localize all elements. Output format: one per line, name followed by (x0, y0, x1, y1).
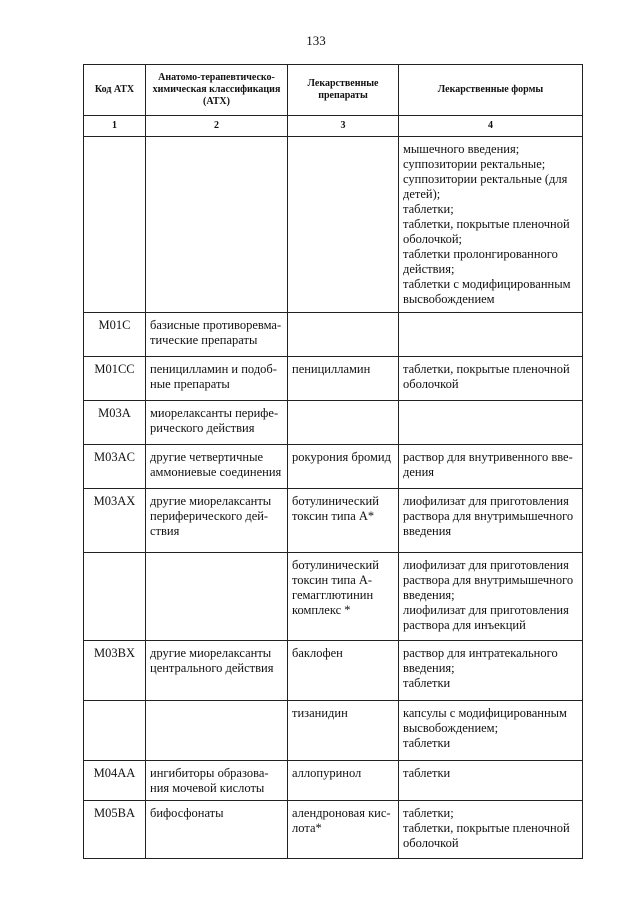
column-number: 3 (288, 116, 399, 137)
classification-cell (146, 553, 288, 641)
table-row (84, 701, 583, 761)
column-number: 4 (399, 116, 583, 137)
atx-code-cell: M03BX (84, 641, 146, 701)
drug-cell: ботулинический токсин типа А-гемагглютинин комплекс * (288, 553, 399, 641)
column-number-row (84, 116, 583, 137)
classification-cell: бифосфонаты (146, 801, 288, 859)
table-row (84, 489, 583, 553)
atx-table (83, 64, 583, 859)
header-code: Код АТХ (84, 65, 146, 116)
dosage-forms-cell: раствор для интратекального введения; таблетки (399, 641, 583, 701)
dosage-forms-cell: раствор для внутривенного вве- дения (399, 445, 583, 489)
atx-code-cell: M01C (84, 313, 146, 357)
table-row (84, 357, 583, 401)
dosage-forms-cell: таблетки; таблетки, покрытые пленочной оболочкой (399, 801, 583, 859)
drug-cell: алендроновая кис- лота* (288, 801, 399, 859)
header-drugs: Лекарственные препараты (288, 65, 399, 116)
page-number: 133 (306, 33, 326, 48)
table-row (84, 801, 583, 859)
atx-code-cell: M01CC (84, 357, 146, 401)
drug-cell (288, 401, 399, 445)
classification-cell: другие миорелаксанты центрального действия (146, 641, 288, 701)
dosage-forms-cell (399, 313, 583, 357)
drug-cell (288, 137, 399, 313)
dosage-forms-cell: таблетки, покрытые пленочной оболочкой (399, 357, 583, 401)
table-body (84, 137, 583, 859)
dosage-forms-cell: лиофилизат для приготовления раствора для внутримышечного введения; лиофилизат для приготовления раствора для инъекций (399, 553, 583, 641)
drug-cell: пеницилламин (288, 357, 399, 401)
classification-cell: миорелаксанты перифе- рического действия (146, 401, 288, 445)
atx-code-cell (84, 553, 146, 641)
table-row (84, 313, 583, 357)
drug-cell: аллопуринол (288, 761, 399, 801)
atx-code-cell: M04AA (84, 761, 146, 801)
table-row (84, 137, 583, 313)
column-number: 1 (84, 116, 146, 137)
dosage-forms-cell: мышечного введения; суппозитории ректальные; суппозитории ректальные (для детей); таблетки; таблетки, покрытые пленочной оболочкой; таблетки пролонгированного действия; таблетки с модифицированным высвобождением (399, 137, 583, 313)
atx-code-cell: M03AC (84, 445, 146, 489)
atx-code-cell (84, 137, 146, 313)
drug-cell: ботулинический токсин типа А* (288, 489, 399, 553)
atx-code-cell: M03AX (84, 489, 146, 553)
classification-cell: другие четвертичные аммониевые соединения (146, 445, 288, 489)
header-forms: Лекарственные формы (399, 65, 583, 116)
classification-cell (146, 137, 288, 313)
drug-cell: баклофен (288, 641, 399, 701)
classification-cell: базисные противоревма- тические препараты (146, 313, 288, 357)
atx-code-cell: M03A (84, 401, 146, 445)
classification-cell: ингибиторы образова- ния мочевой кислоты (146, 761, 288, 801)
drug-cell (288, 313, 399, 357)
table-row (84, 761, 583, 801)
drug-cell: рокурония бромид (288, 445, 399, 489)
dosage-forms-cell: капсулы с модифицированным высвобождением; таблетки (399, 701, 583, 761)
table-row (84, 445, 583, 489)
classification-cell: пеницилламин и подоб- ные препараты (146, 357, 288, 401)
drug-cell: тизанидин (288, 701, 399, 761)
atx-code-cell (84, 701, 146, 761)
header-classification: Анатомо-терапевтическо-химическая классификация (АТХ) (146, 65, 288, 116)
dosage-forms-cell: таблетки (399, 761, 583, 801)
dosage-forms-cell (399, 401, 583, 445)
classification-cell: другие миорелаксанты периферического дей- ствия (146, 489, 288, 553)
dosage-forms-cell: лиофилизат для приготовления раствора для внутримышечного введения (399, 489, 583, 553)
classification-cell (146, 701, 288, 761)
column-number: 2 (146, 116, 288, 137)
table-row (84, 401, 583, 445)
header-row (84, 65, 583, 116)
table-row (84, 641, 583, 701)
table-row (84, 553, 583, 641)
atx-code-cell: M05BA (84, 801, 146, 859)
